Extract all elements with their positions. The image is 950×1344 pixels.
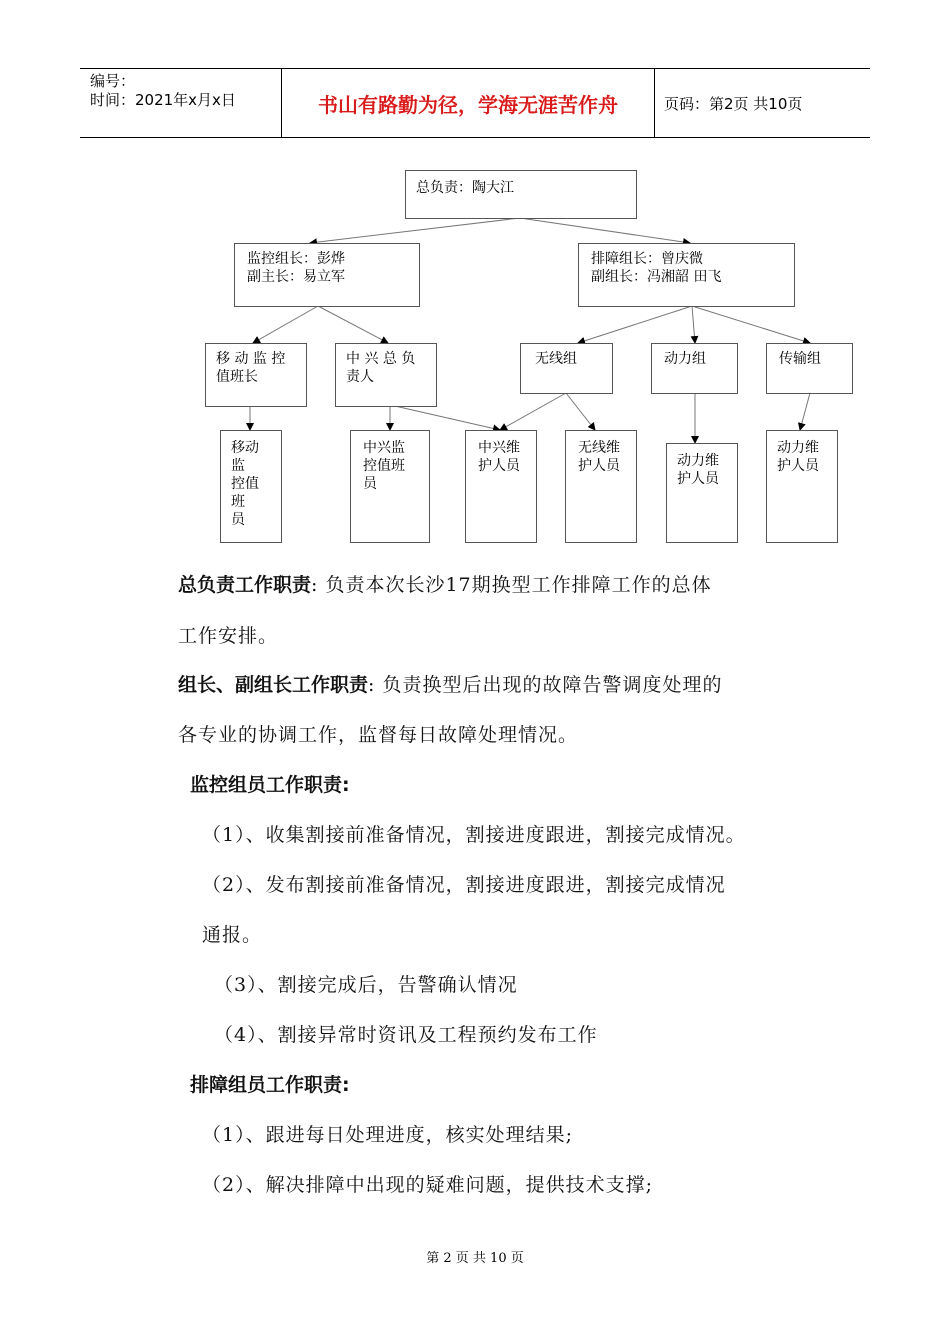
- connector: [800, 393, 810, 430]
- org-node-text: 控值班: [363, 458, 405, 474]
- connector: [318, 306, 388, 343]
- connector: [310, 218, 520, 243]
- org-node-wireless-group: [520, 343, 613, 394]
- org-node-text: 中兴维: [478, 440, 520, 456]
- org-node-text: 护人员: [478, 458, 520, 474]
- paragraph-leader: [178, 670, 722, 697]
- org-node-zte-staff: [350, 430, 430, 543]
- org-node-text: 员: [363, 476, 377, 492]
- repair-item-2: （2）、解决排障中出现的疑难问题，提供技术支撑;: [202, 1174, 653, 1196]
- org-node-text: 总负责：陶大江: [416, 180, 514, 196]
- org-node-text: 中 兴 总 负: [346, 351, 416, 367]
- org-node-text: 副主长：易立军: [247, 269, 345, 285]
- org-node-text: 副组长：冯湘韶 田飞: [591, 269, 722, 285]
- connector: [395, 406, 500, 430]
- connector: [500, 393, 566, 430]
- monitor-item-1: （1）、收集割接前准备情况，割接进度跟进，割接完成情况。: [202, 824, 746, 846]
- org-node-power-group: [651, 343, 738, 394]
- heading-leader: 组长、副组长工作职责: [178, 674, 369, 696]
- org-node-text: 护人员: [677, 471, 719, 487]
- page-footer: 第 2 页 共 10 页: [426, 1251, 524, 1266]
- connector: [692, 306, 695, 343]
- connector: [692, 306, 810, 343]
- monitor-item-2: （2）、发布割接前准备情况，割接进度跟进，割接完成情况: [202, 874, 726, 896]
- org-node-power-maintenance-2: [766, 430, 838, 543]
- org-node-mobile-staff: [220, 430, 282, 543]
- heading-repair-staff: 排障组员工作职责:: [190, 1074, 350, 1096]
- connector: [578, 306, 692, 343]
- org-node-text: 排障组长：曾庆微: [591, 251, 703, 267]
- text-chief-1: : 负责本次长沙17期换型工作排障工作的总体: [311, 574, 712, 596]
- org-chart: [0, 160, 950, 560]
- org-node-text: 移 动 监 控: [216, 351, 286, 367]
- org-node-text: 中兴监: [363, 440, 405, 456]
- org-node-text: 员: [231, 512, 245, 528]
- header-motto: 书山有路勤为径，学海无涯苦作舟: [318, 92, 618, 117]
- org-node-monitor-group: [234, 243, 420, 307]
- document-date: 时间：2021年x月x日: [90, 91, 236, 109]
- org-node-text: 动力维: [777, 440, 819, 456]
- org-node-zte-maintenance: [465, 430, 537, 543]
- org-node-zte-head: [335, 343, 437, 407]
- document-number: 编号：: [90, 72, 136, 90]
- org-node-text: 移动监: [231, 440, 259, 474]
- org-node-text: 护人员: [777, 458, 819, 474]
- org-node-top: [405, 170, 637, 219]
- org-node-text: 无线维: [578, 440, 620, 456]
- header-motto-cell: [282, 69, 655, 137]
- org-node-mobile-shift-leader: [205, 343, 307, 407]
- heading-chief: 总负责工作职责: [178, 574, 312, 596]
- monitor-item-3: （3）、割接完成后，告警确认情况: [214, 974, 518, 996]
- org-node-text: 动力组: [664, 351, 706, 367]
- org-node-text: 无线组: [535, 351, 577, 367]
- connector: [253, 306, 318, 343]
- org-node-text: 传输组: [779, 351, 821, 367]
- org-node-text: 值班长: [216, 369, 258, 385]
- page-header: [80, 68, 870, 138]
- org-node-text: 责人: [346, 369, 374, 385]
- header-meta: [80, 69, 282, 137]
- org-node-power-maintenance: [666, 443, 738, 543]
- org-node-text: 监控组长：彭烨: [247, 251, 345, 267]
- repair-item-1: （1）、跟进每日处理进度，核实处理结果;: [202, 1124, 573, 1146]
- paragraph-chief: [178, 570, 712, 597]
- text-leader-2: 各专业的协调工作，监督每日故障处理情况。: [178, 724, 579, 746]
- org-node-repair-group: [578, 243, 795, 307]
- heading-monitor-staff: 监控组员工作职责:: [190, 774, 350, 796]
- header-page-number: 页码：第2页 共10页: [664, 94, 803, 113]
- org-node-transmission-group: [766, 343, 853, 394]
- org-node-text: 动力维: [677, 453, 719, 469]
- connector: [520, 218, 690, 243]
- text-chief-2: 工作安排。: [178, 625, 279, 647]
- monitor-item-2-cont: 通报。: [202, 924, 263, 946]
- org-node-text: 控值班: [231, 476, 259, 510]
- org-node-text: 护人员: [578, 458, 620, 474]
- monitor-item-4: （4）、割接异常时资讯及工程预约发布工作: [214, 1024, 598, 1046]
- connector: [566, 393, 595, 430]
- org-node-wireless-maintenance: [565, 430, 637, 543]
- text-leader-1: : 负责换型后出现的故障告警调度处理的: [368, 674, 723, 696]
